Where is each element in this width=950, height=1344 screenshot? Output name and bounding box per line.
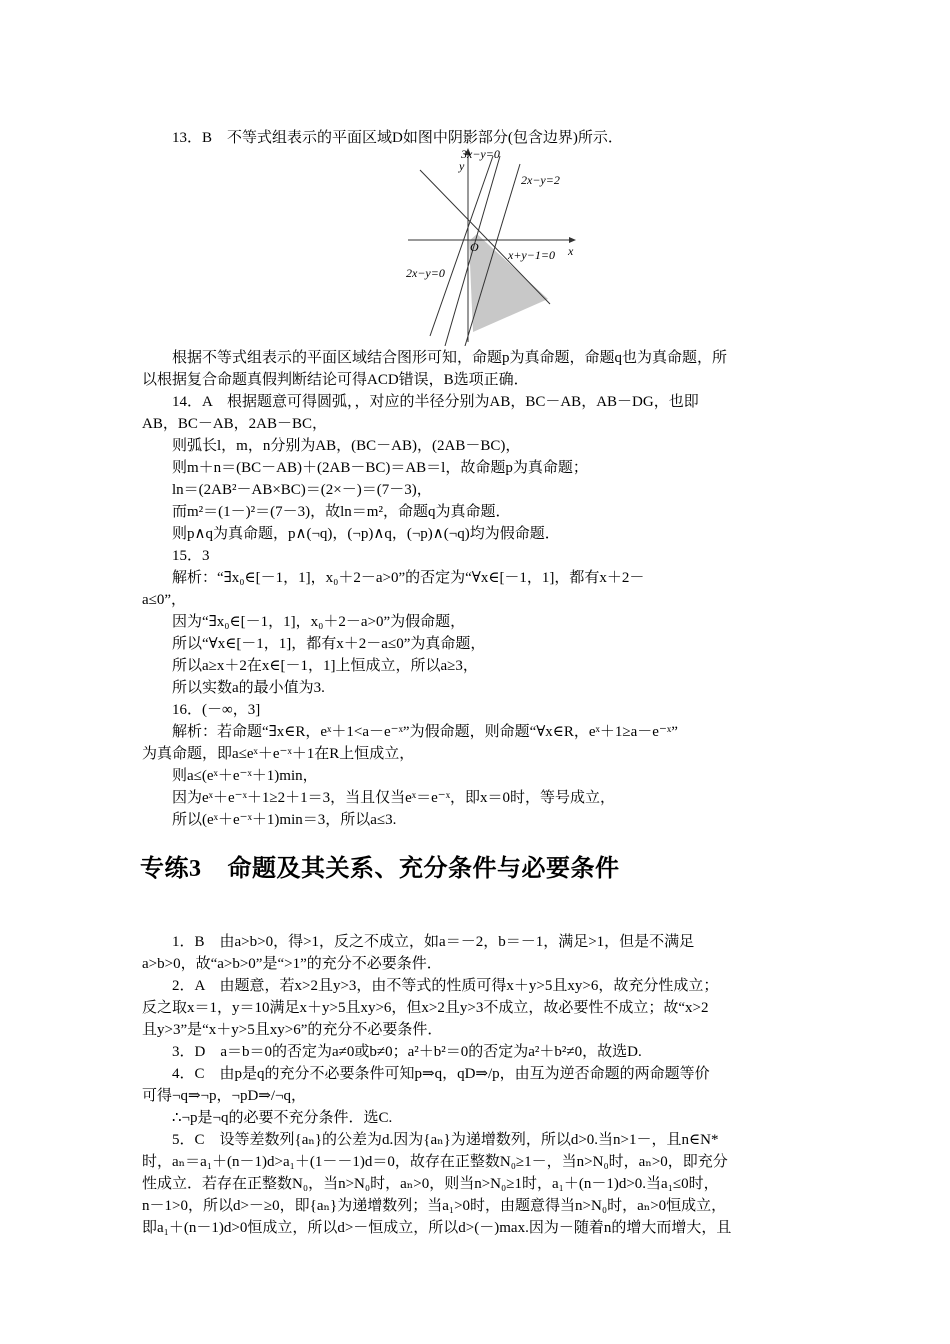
answer-16-line-1: 16．(－∞，3] xyxy=(172,702,261,718)
q5-line-3: 性成立．若存在正整数N₀，当n>N₀时，aₙ>0，则当n>N₀≥1时，a₁＋(n－1)d>0.当a₁≤0时， xyxy=(142,1176,719,1192)
label-2x-y-0: 2x−y=0 xyxy=(406,266,445,280)
answer-13-line-1: 13．B 不等式组表示的平面区域D如图中阴影部分(包含边界)所示． xyxy=(172,130,623,146)
q1-line-2: a>b>0，故“a>b>0”是“>1”的充分不必要条件． xyxy=(142,956,442,972)
label-3x-y-0: 3x−y=0 xyxy=(461,147,500,161)
q2-line-1: 2．A 由题意，若x>2且y>3，由不等式的性质可得x＋y>5且xy>6，故充分性成立； xyxy=(172,978,719,994)
answer-13-line-2: 根据不等式组表示的平面区域结合图形可知，命题p为真命题，命题q也为真命题，所 xyxy=(172,350,728,366)
answer-15-line-4: 因为“∃x₀∈[－1，1]，x₀＋2－a>0”为假命题， xyxy=(172,614,466,630)
answer-13-line-3: 以根据复合命题真假判断结论可得ACD错误，B选项正确． xyxy=(142,372,529,388)
q4-line-3: ∴¬p是¬q的必要不充分条件．选C. xyxy=(172,1110,393,1126)
q3-line-1: 3．D a＝b＝0的否定为a≠0或b≠0；a²＋b²＝0的否定为a²＋b²≠0，故选D. xyxy=(172,1044,642,1060)
q5-line-1: 5．C 设等差数列{aₙ}的公差为d.因为{aₙ}为递增数列，所以d>0.当n>1－，且n∈N* xyxy=(172,1132,719,1148)
answer-16-line-2: 解析：若命题“∃x∈R，eˣ＋1<a－e⁻ˣ”为假命题，则命题“∀x∈R，eˣ＋1≥a－e⁻ˣ” xyxy=(172,724,678,740)
feasible-region-figure xyxy=(400,146,580,346)
answer-14-line-5: ln＝(2AB²－AB×BC)＝(2×－)＝(7－3)， xyxy=(172,482,432,498)
label-x-axis: x xyxy=(568,244,574,258)
q4-line-2: 可得¬q⇒¬p，¬pD⇒/¬q， xyxy=(142,1088,306,1104)
label-origin: O xyxy=(470,240,479,254)
answer-14-line-1: 14．A 根据题意可得圆弧，，对应的半径分别为AB，BC－AB，AB－DG，也即 xyxy=(172,394,699,410)
answer-14-line-3: 则弧长l，m，n分别为AB，(BC－AB)，(2AB－BC)， xyxy=(172,438,521,454)
answer-15-line-3: a≤0”， xyxy=(142,592,187,608)
q1-line-1: 1．B 由a>b>0，得>1，反之不成立，如a＝－2，b＝－1，满足>1，但是不满足 xyxy=(172,934,695,950)
q5-line-2: 时，aₙ＝a₁＋(n－1)d>a₁＋(1－－1)d＝0，故存在正整数N₀≥1－，当n>N₀时，aₙ>0，即充分 xyxy=(142,1154,728,1170)
answer-16-line-3: 为真命题，即a≤eˣ＋e⁻ˣ＋1在R上恒成立， xyxy=(142,746,415,762)
answer-16-line-5: 因为eˣ＋e⁻ˣ＋1≥2＋1＝3，当且仅当eˣ＝e⁻ˣ，即x＝0时，等号成立， xyxy=(172,790,616,806)
q2-line-2: 反之取x＝1，y＝10满足x＋y>5且xy>6，但x>2且y>3不成立，故必要性不成立；故“x>2 xyxy=(142,1000,709,1016)
x-axis-arrow xyxy=(569,237,576,243)
answer-15-line-1: 15．3 xyxy=(172,548,210,564)
answer-14-line-2: AB，BC－AB，2AB－BC， xyxy=(142,416,328,432)
answer-16-line-4: 则a≤(eˣ＋e⁻ˣ＋1)min， xyxy=(172,768,318,784)
answer-14-line-7: 则p∧q为真命题，p∧(¬q)，(¬p)∧q，(¬p)∧(¬q)均为假命题． xyxy=(172,526,560,542)
label-x-y-1-0: x+y−1=0 xyxy=(508,248,555,262)
label-2x-y-2: 2x−y=2 xyxy=(521,173,560,187)
section-heading xyxy=(140,848,620,883)
label-y-axis: y xyxy=(459,159,465,173)
heading-number: 专练3 xyxy=(140,856,202,882)
answer-15-line-2: 解析：“∃x₀∈[－1，1]，x₀＋2－a>0”的否定为“∀x∈[－1，1]，都有x＋2－ xyxy=(172,570,645,586)
answer-14-line-6: 而m²＝(1－)²＝(7－3)，故ln＝m²，命题q为真命题． xyxy=(172,504,511,520)
heading-title: 命题及其关系、充分条件与必要条件 xyxy=(227,856,620,882)
answer-15-line-5: 所以“∀x∈[－1，1]，都有x＋2－a≤0”为真命题， xyxy=(172,636,486,652)
answer-15-line-6: 所以a≥x＋2在x∈[－1，1]上恒成立，所以a≥3， xyxy=(172,658,478,674)
answer-15-line-7: 所以实数a的最小值为3. xyxy=(172,680,325,696)
q5-line-5: 即a₁＋(n－1)d>0恒成立，所以d>－恒成立，所以d>(－)max.因为－随着n的增大而增大，且 xyxy=(142,1220,732,1236)
q4-line-1: 4．C 由p是q的充分不必要条件可知p⇒q，qD⇒/p，由互为逆否命题的两命题等价 xyxy=(172,1066,710,1082)
q2-line-3: 且y>3”是“x＋y>5且xy>6”的充分不必要条件． xyxy=(142,1022,443,1038)
q5-line-4: n－1>0，所以d>－≥0，即{aₙ}为递增数列；当a₁>0时，由题意得当n>N₀时，aₙ>0恒成立， xyxy=(142,1198,727,1214)
answer-14-line-4: 则m＋n＝(BC－AB)＋(2AB－BC)＝AB＝l，故命题p为真命题； xyxy=(172,460,588,476)
answer-16-line-6: 所以(eˣ＋e⁻ˣ＋1)min＝3，所以a≤3. xyxy=(172,812,397,828)
